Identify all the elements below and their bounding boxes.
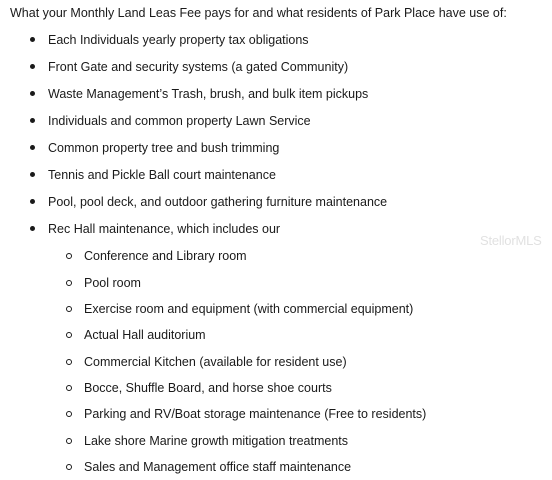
- list-item: Pool, pool deck, and outdoor gathering furniture maintenance: [30, 193, 387, 211]
- bullet-disc-icon: [30, 58, 48, 76]
- sub-list-item: Pool room: [66, 274, 141, 292]
- list-item: Tennis and Pickle Ball court maintenance: [30, 166, 276, 184]
- sub-list-item: Actual Hall auditorium: [66, 326, 206, 344]
- bullet-disc-icon: [30, 85, 48, 103]
- sub-list-item: Lake shore Marine growth mitigation treatments: [66, 432, 348, 450]
- bullet-disc-icon: [30, 139, 48, 157]
- list-item: Rec Hall maintenance, which includes our: [30, 220, 280, 238]
- bullet-circle-icon: [66, 379, 84, 397]
- bullet-circle-icon: [66, 274, 84, 292]
- list-item: Individuals and common property Lawn Service: [30, 112, 311, 130]
- bullet-circle-icon: [66, 247, 84, 265]
- list-item: Waste Management’s Trash, brush, and bulk item pickups: [30, 85, 368, 103]
- list-item: Common property tree and bush trimming: [30, 139, 279, 157]
- intro-text: What your Monthly Land Leas Fee pays for and what residents of Park Place have use of:: [10, 6, 507, 20]
- bullet-disc-icon: [30, 166, 48, 184]
- sub-list-item: Conference and Library room: [66, 247, 247, 265]
- bullet-disc-icon: [30, 220, 48, 238]
- sub-list-item: Exercise room and equipment (with commercial equipment): [66, 300, 413, 318]
- bullet-circle-icon: [66, 405, 84, 423]
- bullet-circle-icon: [66, 326, 84, 344]
- bullet-circle-icon: [66, 300, 84, 318]
- list-item: Each Individuals yearly property tax obligations: [30, 31, 309, 49]
- sub-list-item: Parking and RV/Boat storage maintenance (Free to residents): [66, 405, 426, 423]
- bullet-circle-icon: [66, 353, 84, 371]
- bullet-circle-icon: [66, 458, 84, 476]
- bullet-disc-icon: [30, 193, 48, 211]
- sub-list-item: Bocce, Shuffle Board, and horse shoe courts: [66, 379, 332, 397]
- bullet-circle-icon: [66, 432, 84, 450]
- list-item: Front Gate and security systems (a gated Community): [30, 58, 348, 76]
- bullet-disc-icon: [30, 31, 48, 49]
- sub-list-item: Commercial Kitchen (available for resident use): [66, 353, 347, 371]
- watermark: StellorMLS: [480, 233, 542, 248]
- bullet-disc-icon: [30, 112, 48, 130]
- sub-list-item: Sales and Management office staff maintenance: [66, 458, 351, 476]
